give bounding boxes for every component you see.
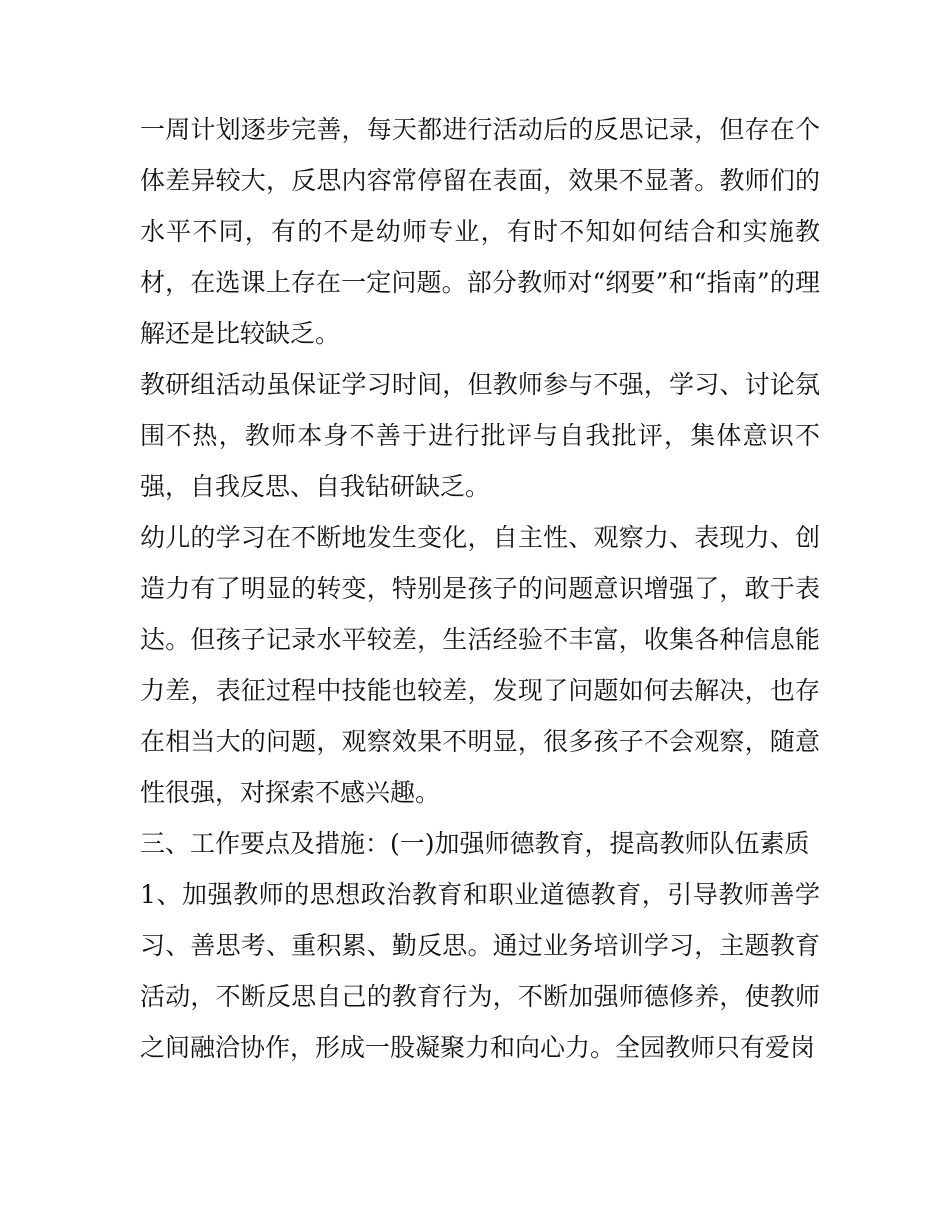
document-body (140, 104, 820, 1073)
paragraph-research-group: 教研组活动虽保证学习时间，但教师参与不强，学习、讨论氛围不热，教师本身不善于进行批评与自我批评，集体意识不强，自我反思、自我钻研缺乏。 (140, 370, 820, 501)
paragraph-item-1: 1、加强教师的思想政治教育和职业道德教育，引导教师善学习、善思考、重积累、勤反思。通过业务培训学习，主题教育活动，不断反思自己的教育行为，不断加强师德修养，使教师之间融洽协作，形成一股凝聚力和向心力。全园教师只有爱岗 (140, 880, 820, 1062)
paragraph-reflection: 一周计划逐步完善，每天都进行活动后的反思记录，但存在个体差异较大，反思内容常停留在表面，效果不显著。教师们的水平不同，有的不是幼师专业，有时不知如何结合和实施教材，在选课上存在一定问题。部分教师对“纲要”和“指南”的理解还是比较缺乏。 (140, 115, 820, 348)
paragraph-children-learning: 幼儿的学习在不断地发生变化，自主性、观察力、表现力、创造力有了明显的转变，特别是孩子的问题意识增强了，敢于表达。但孩子记录水平较差，生活经验不丰富，收集各种信息能力差，表征过程中技能也较差，发现了问题如何去解决，也存在相当大的问题，观察效果不明显，很多孩子不会观察，随意性很强，对探索不感兴趣。 (140, 523, 820, 807)
section-heading: 三、工作要点及措施：(一)加强师德教育，提高教师队伍素质 (140, 829, 810, 858)
